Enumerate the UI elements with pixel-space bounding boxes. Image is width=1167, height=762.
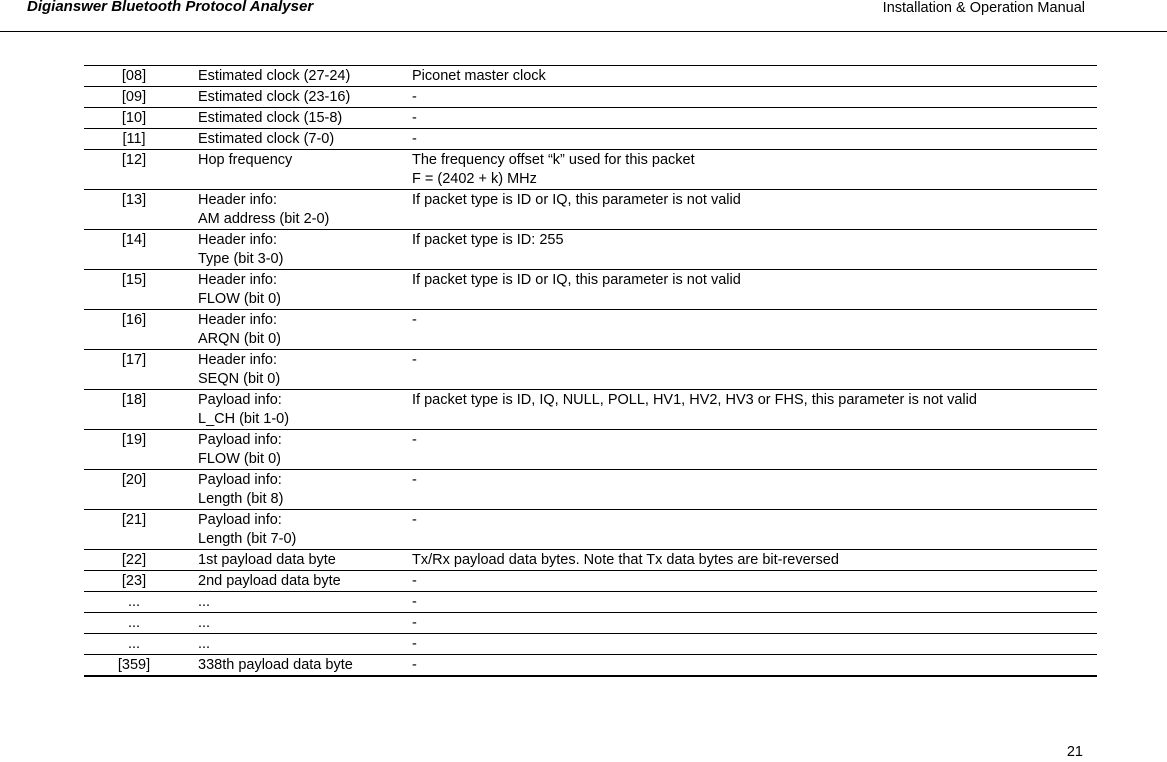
description-line: Piconet master clock bbox=[412, 68, 546, 84]
description-line: If packet type is ID or IQ, this parameter is not valid bbox=[412, 192, 741, 208]
table-row bbox=[84, 654, 1097, 677]
row-index: [20] bbox=[121, 472, 147, 488]
parameter-name-line: Payload info: bbox=[198, 472, 282, 488]
description-line: If packet type is ID, IQ, NULL, POLL, HV1, HV2, HV3 or FHS, this parameter is not valid bbox=[412, 392, 977, 408]
table-row bbox=[84, 570, 1097, 591]
row-parameter-name bbox=[198, 431, 282, 469]
description-line: F = (2402 + k) MHz bbox=[412, 171, 537, 187]
table-row bbox=[84, 509, 1097, 549]
row-description bbox=[412, 88, 417, 107]
row-description bbox=[412, 351, 417, 370]
row-parameter-name bbox=[198, 231, 283, 269]
description-line: - bbox=[412, 615, 417, 631]
parameter-name-line: Estimated clock (23-16) bbox=[198, 89, 351, 105]
row-description bbox=[412, 614, 417, 633]
parameter-name-line: Header info: bbox=[198, 312, 277, 328]
description-line: - bbox=[412, 512, 417, 528]
parameter-name-line: 338th payload data byte bbox=[198, 657, 353, 673]
parameter-name-line: Header info: bbox=[198, 352, 277, 368]
row-parameter-name bbox=[198, 67, 350, 86]
table-row bbox=[84, 128, 1097, 149]
description-line: If packet type is ID: 255 bbox=[412, 232, 564, 248]
parameter-name-line: 2nd payload data byte bbox=[198, 573, 341, 589]
row-description bbox=[412, 471, 417, 490]
table-row bbox=[84, 107, 1097, 128]
row-parameter-name bbox=[198, 151, 292, 170]
parameter-name-line: Type (bit 3-0) bbox=[198, 251, 284, 267]
row-parameter-name bbox=[198, 551, 336, 570]
table-row bbox=[84, 633, 1097, 654]
row-parameter-name bbox=[198, 351, 280, 389]
parameter-table bbox=[84, 65, 1097, 677]
parameter-name-line: Payload info: bbox=[198, 512, 282, 528]
table-row bbox=[84, 65, 1097, 86]
parameter-name-line: AM address (bit 2-0) bbox=[198, 211, 330, 227]
row-parameter-name bbox=[198, 311, 281, 349]
parameter-name-line: Length (bit 8) bbox=[198, 491, 284, 507]
row-parameter-name bbox=[198, 656, 353, 675]
row-description bbox=[412, 635, 417, 654]
table-row bbox=[84, 591, 1097, 612]
parameter-name-line: Header info: bbox=[198, 232, 277, 248]
table-row bbox=[84, 309, 1097, 349]
table-row bbox=[84, 429, 1097, 469]
row-description bbox=[412, 109, 417, 128]
description-line: If packet type is ID or IQ, this parameter is not valid bbox=[412, 272, 741, 288]
table-row bbox=[84, 349, 1097, 389]
parameter-name-line: Length (bit 7-0) bbox=[198, 531, 297, 547]
parameter-name-line: Hop frequency bbox=[198, 152, 293, 168]
row-parameter-name bbox=[198, 109, 342, 128]
row-description bbox=[412, 572, 417, 591]
parameter-name-line: 1st payload data byte bbox=[198, 552, 336, 568]
description-line: - bbox=[412, 131, 417, 147]
row-index: [23] bbox=[121, 573, 147, 589]
page-number: 21 bbox=[1066, 744, 1083, 760]
row-parameter-name bbox=[198, 271, 281, 309]
description-line: - bbox=[412, 89, 417, 105]
row-description bbox=[412, 656, 417, 675]
parameter-name-line: Payload info: bbox=[198, 432, 282, 448]
description-line: - bbox=[412, 312, 417, 328]
parameter-name-line: L_CH (bit 1-0) bbox=[198, 411, 290, 427]
row-index: [19] bbox=[121, 432, 147, 448]
row-index: [12] bbox=[121, 152, 147, 168]
document-title: Digianswer Bluetooth Protocol Analyser bbox=[27, 0, 314, 15]
row-index: [359] bbox=[117, 657, 151, 673]
manual-title: Installation & Operation Manual bbox=[882, 0, 1085, 16]
row-parameter-name bbox=[198, 572, 341, 591]
parameter-name-line: FLOW (bit 0) bbox=[198, 291, 281, 307]
description-line: - bbox=[412, 573, 417, 589]
row-parameter-name bbox=[198, 593, 210, 612]
table-row bbox=[84, 229, 1097, 269]
row-description bbox=[412, 151, 695, 189]
row-description bbox=[412, 67, 546, 86]
row-parameter-name bbox=[198, 511, 296, 549]
row-description bbox=[412, 130, 417, 149]
row-parameter-name bbox=[198, 88, 350, 107]
table-row bbox=[84, 612, 1097, 633]
description-line: - bbox=[412, 594, 417, 610]
row-index: [16] bbox=[121, 312, 147, 328]
parameter-name-line: ... bbox=[198, 594, 211, 610]
row-index: ... bbox=[127, 615, 141, 631]
description-line: - bbox=[412, 472, 417, 488]
table-row bbox=[84, 149, 1097, 189]
row-index: [08] bbox=[121, 68, 147, 84]
parameter-name-line: Estimated clock (27-24) bbox=[198, 68, 351, 84]
row-parameter-name bbox=[198, 191, 329, 229]
row-index: ... bbox=[127, 636, 141, 652]
parameter-name-line: Estimated clock (7-0) bbox=[198, 131, 335, 147]
description-line: - bbox=[412, 432, 417, 448]
row-index: [22] bbox=[121, 552, 147, 568]
parameter-name-line: Header info: bbox=[198, 272, 277, 288]
row-description bbox=[412, 231, 564, 250]
parameter-name-line: Payload info: bbox=[198, 392, 282, 408]
parameter-name-line: ... bbox=[198, 615, 211, 631]
row-description bbox=[412, 551, 839, 570]
row-index: [14] bbox=[121, 232, 147, 248]
description-line: Tx/Rx payload data bytes. Note that Tx data bytes are bit-reversed bbox=[412, 552, 839, 568]
table-row bbox=[84, 86, 1097, 107]
description-line: - bbox=[412, 636, 417, 652]
row-parameter-name bbox=[198, 471, 283, 509]
row-description bbox=[412, 271, 741, 290]
row-description bbox=[412, 311, 417, 330]
table-row bbox=[84, 389, 1097, 429]
row-index: [11] bbox=[122, 131, 146, 147]
parameter-name-line: ... bbox=[198, 636, 211, 652]
table-row bbox=[84, 549, 1097, 570]
table-row bbox=[84, 189, 1097, 229]
row-index: [13] bbox=[121, 192, 147, 208]
description-line: - bbox=[412, 110, 417, 126]
description-line: - bbox=[412, 352, 417, 368]
row-description bbox=[412, 191, 741, 210]
parameter-name-line: SEQN (bit 0) bbox=[198, 371, 281, 387]
row-parameter-name bbox=[198, 391, 289, 429]
row-description bbox=[412, 593, 417, 612]
row-description bbox=[412, 431, 417, 450]
parameter-name-line: ARQN (bit 0) bbox=[198, 331, 281, 347]
description-line: The frequency offset “k” used for this packet bbox=[412, 152, 695, 168]
parameter-name-line: FLOW (bit 0) bbox=[198, 451, 281, 467]
row-description bbox=[412, 391, 977, 410]
table-row bbox=[84, 269, 1097, 309]
row-parameter-name bbox=[198, 635, 210, 654]
row-index: [18] bbox=[121, 392, 147, 408]
row-index: [21] bbox=[121, 512, 147, 528]
row-parameter-name bbox=[198, 614, 210, 633]
row-description bbox=[412, 511, 417, 530]
description-line: - bbox=[412, 657, 417, 673]
row-index: ... bbox=[127, 594, 141, 610]
parameter-name-line: Header info: bbox=[198, 192, 277, 208]
row-index: [09] bbox=[121, 89, 147, 105]
table-row bbox=[84, 469, 1097, 509]
row-parameter-name bbox=[198, 130, 334, 149]
row-index: [17] bbox=[121, 352, 147, 368]
parameter-name-line: Estimated clock (15-8) bbox=[198, 110, 343, 126]
header-divider bbox=[0, 31, 1167, 32]
row-index: [15] bbox=[121, 272, 147, 288]
row-index: [10] bbox=[121, 110, 147, 126]
